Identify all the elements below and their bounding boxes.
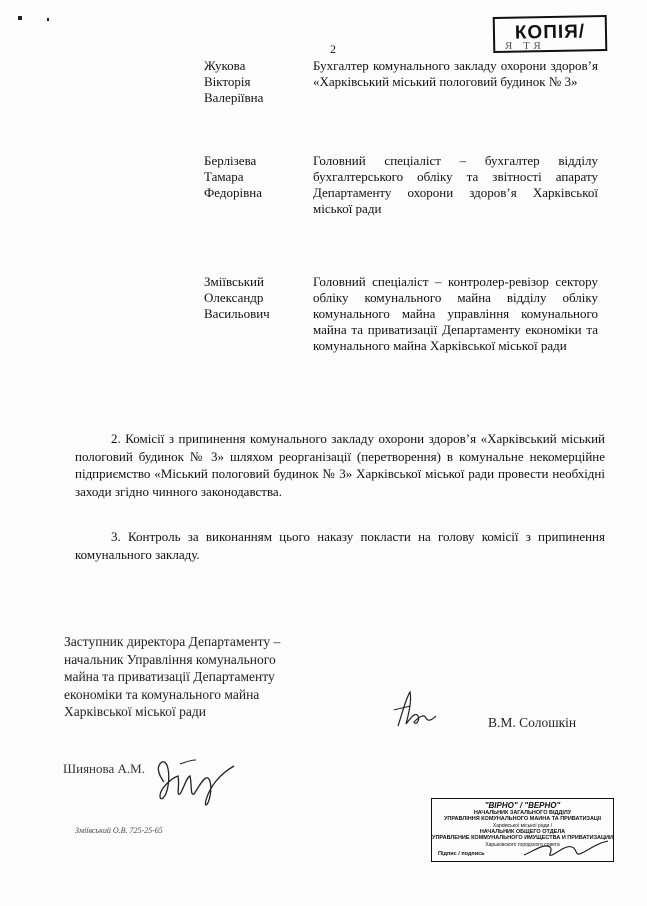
approval-signature-icon — [150, 752, 242, 810]
member-position: Бухгалтер комунального закладу охорони здоров’я «Харківський міський пологовий будинок № 3» — [313, 58, 598, 89]
page-number: 2 — [330, 42, 336, 56]
stamp-line: УПРАВЛЕНИЕ КОММУНАЛЬНОГО ИМУЩЕСТВА И ПРИВАТИЗАЦИИ — [432, 835, 613, 842]
handwritten-signature-icon — [392, 686, 442, 732]
member-patronymic: Валеріївна — [204, 90, 264, 105]
stamp-line: НАЧАЛЬНИК ОБЩЕГО ОТДЕЛА — [479, 828, 566, 835]
scan-speck — [18, 16, 22, 20]
copy-stamp-smudge: Я ТЯ — [505, 40, 545, 52]
stamp-signature-icon — [520, 833, 610, 861]
signatory-title-line: Харківської міської ради — [64, 704, 207, 719]
member-first-name: Тамара — [204, 169, 244, 184]
stamp-line: НАЧАЛЬНИК ЗАГАЛЬНОГО ВІДДІЛУ — [473, 810, 572, 816]
paragraph-item-2: 2. Комісії з припинення комунального закладу охорони здоров’я «Харківський міський пологовий будинок № 3» шляхом реорганізації (перетворення) в комунальне некомерційне підприємство «Міський пологовий будинок № 3» Харківської міської ради провести необхідні заходи згідно чинного законодавства. — [75, 431, 605, 499]
stamp-line: "ВІРНО" / "ВЕРНО" — [484, 801, 561, 810]
paragraph-item-3: 3. Контроль за виконанням цього наказу покласти на голову комісії з припинення комунального закладу. — [75, 529, 605, 562]
member-position: Головний спеціаліст – бухгалтер відділу бухгалтерського обліку та звітності апарату Департаменту охорони здоров’я Харківської міської ради — [313, 153, 598, 216]
member-patronymic: Федорівна — [204, 185, 262, 200]
member-first-name: Вікторія — [204, 74, 251, 89]
approval-name: Шиянова А.М. — [63, 761, 145, 776]
member-surname: Жукова — [204, 58, 246, 73]
signatory-title-line: Заступник директора Департаменту – — [64, 634, 281, 649]
signatory-name: В.М. Солошкін — [488, 715, 577, 730]
stamp-line: Підпис / подпись — [438, 851, 485, 857]
signatory-title — [64, 633, 334, 721]
executor-contact: Зміївський О.В. 725-25-65 — [75, 826, 163, 835]
member-patronymic: Васильович — [204, 306, 270, 321]
stamp-line: УПРАВЛІННЯ КОМУНАЛЬНОГО МАЙНА ТА ПРИВАТИЗАЦІЇ — [444, 816, 601, 823]
stamp-line: Харківської міської ради / — [492, 822, 553, 829]
member-name — [204, 274, 270, 322]
copy-stamp: КОПІЯ/ — [493, 15, 608, 53]
signatory-title-line: начальник Управління комунального — [64, 651, 276, 667]
member-surname: Зміївський — [204, 274, 264, 289]
member-name — [204, 153, 262, 201]
signatory-title-line: майна та приватизації Департаменту — [64, 669, 275, 684]
member-first-name: Олександр — [204, 290, 264, 305]
member-position: Головний спеціаліст – контролер-ревізор сектору обліку комунального майна відділу обліку комунального майна управління комунального майна та приватизації Департаменту економіки та комунального майна Харківської міської ради — [313, 274, 598, 353]
scan-speck — [47, 18, 49, 21]
certification-stamp — [431, 798, 614, 862]
signatory-title-line: економіки та комунального майна — [64, 686, 260, 702]
member-surname: Берлізева — [204, 153, 257, 168]
stamp-line: Харьковского городского совета — [485, 841, 560, 848]
member-name — [204, 58, 263, 106]
